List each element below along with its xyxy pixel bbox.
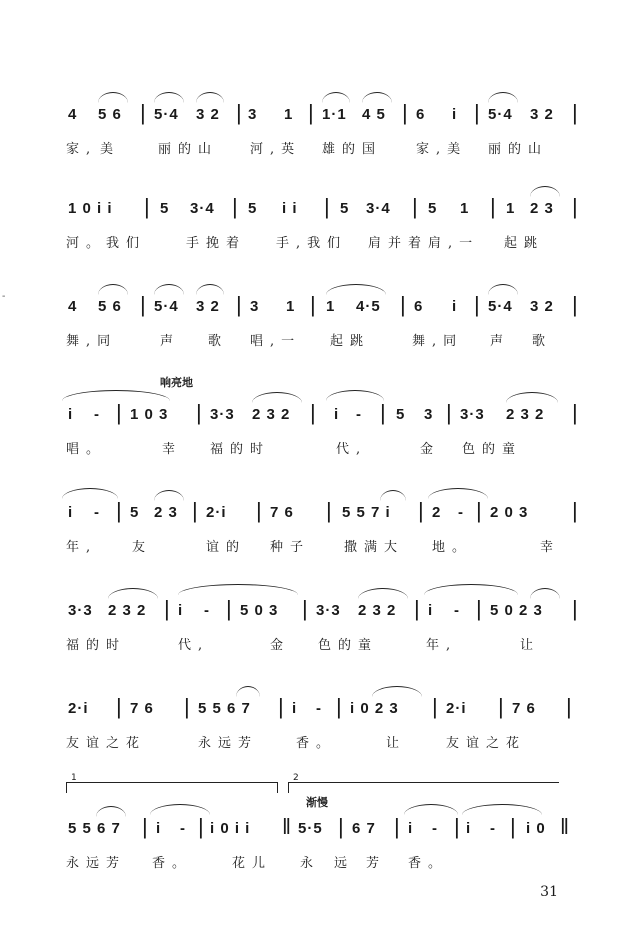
barline: | (326, 498, 333, 523)
note: 1 (460, 200, 470, 217)
note: 3 (250, 298, 260, 315)
barline: | (198, 814, 205, 839)
note: - (356, 406, 362, 423)
lyric: 起跳 (504, 236, 545, 251)
slur (326, 284, 386, 295)
note: 3·4 (366, 200, 391, 217)
note: 4·5 (356, 298, 381, 315)
lyric: 河。我们 (66, 236, 147, 251)
note: 6 7 (352, 820, 376, 837)
note: 4 5 (362, 106, 386, 123)
barline: | (572, 292, 579, 317)
lyric: 让 (520, 638, 541, 653)
lyric: 手,我们 (276, 236, 348, 251)
lyric: 香。 (408, 856, 449, 871)
slur (380, 490, 406, 501)
lyric: 家, (66, 142, 98, 157)
lyric: 种子 (270, 540, 311, 555)
slur (372, 686, 422, 697)
barline: | (324, 194, 331, 219)
note: 2·i (206, 504, 227, 521)
note: 2 3 2 (252, 406, 291, 423)
note: i (408, 820, 414, 837)
note: 1 (286, 298, 296, 315)
slur (108, 588, 158, 599)
barline: | (336, 694, 343, 719)
slur (530, 588, 560, 599)
barline: | (476, 498, 483, 523)
slur (322, 92, 350, 103)
barline: | (338, 814, 345, 839)
note: 5 0 3 (240, 602, 279, 619)
slur (404, 804, 458, 815)
lyric: 友谊之花 (446, 736, 527, 751)
note: 5 (248, 200, 258, 217)
lyrics-row (0, 330, 640, 360)
slur (154, 92, 184, 103)
note: 2 3 2 (506, 406, 545, 423)
note: 3 (424, 406, 434, 423)
note: 3·3 (460, 406, 485, 423)
note: - (490, 820, 496, 837)
slur (150, 804, 210, 815)
note: - (316, 700, 322, 717)
note: 1 (326, 298, 336, 315)
lyric: 年, (66, 540, 98, 555)
lyric: 永远芳 (198, 736, 259, 751)
barline: | (116, 694, 123, 719)
lyric: 金 (420, 442, 441, 457)
lyric: 让 (386, 736, 407, 751)
lyric: 福的时 (66, 638, 127, 653)
note: - (180, 820, 186, 837)
slur (362, 92, 392, 103)
lyric: 雄的国 (322, 142, 383, 157)
lyrics-row (0, 852, 640, 882)
lyric: 芳 (366, 856, 387, 871)
barline: | (184, 694, 191, 719)
expression-mark: 渐慢 (306, 796, 328, 809)
slur (488, 284, 518, 295)
lyrics-row (0, 634, 640, 664)
lyric: 年, (426, 638, 458, 653)
barline: | (308, 100, 315, 125)
barline: | (446, 400, 453, 425)
barline: | (236, 100, 243, 125)
note: i (452, 298, 458, 315)
barline: | (566, 694, 573, 719)
barline: | (402, 100, 409, 125)
slur (462, 804, 542, 815)
lyric: 美 (100, 142, 121, 157)
lyric: 永 (300, 856, 321, 871)
lyric: 友谊之花 (66, 736, 147, 751)
lyrics-row (0, 138, 640, 168)
barline: | (226, 596, 233, 621)
note: 5·4 (154, 106, 179, 123)
note: i (178, 602, 184, 619)
lyric: 撒满大 (344, 540, 405, 555)
note: 5 (340, 200, 350, 217)
barline: | (196, 400, 203, 425)
slur (326, 390, 384, 401)
lyric: 花儿 (232, 856, 273, 871)
barline: | (572, 400, 579, 425)
note: i 0 2 3 (350, 700, 399, 717)
barline: | (310, 292, 317, 317)
note: 4 (68, 106, 78, 123)
note: 1·1 (322, 106, 347, 123)
slur (488, 92, 518, 103)
lyric: 幸 (162, 442, 183, 457)
note: 6 (416, 106, 426, 123)
lyric: 丽的山 (488, 142, 549, 157)
lyric: 声 (490, 334, 511, 349)
note: 3·3 (316, 602, 341, 619)
lyric: 声 (160, 334, 181, 349)
note: - (432, 820, 438, 837)
barline: | (572, 498, 579, 523)
slur (530, 186, 560, 197)
note: - (458, 504, 464, 521)
note: 5 (160, 200, 170, 217)
note: i 0 i i (210, 820, 251, 837)
barline: | (414, 596, 421, 621)
lyrics-row (0, 438, 640, 468)
slur (154, 284, 184, 295)
note: 2 3 2 (108, 602, 147, 619)
note: 2 3 2 (358, 602, 397, 619)
lyric: 手挽着 (186, 236, 247, 251)
barline: | (418, 498, 425, 523)
slur (98, 92, 128, 103)
note: 3·3 (68, 602, 93, 619)
barline: | (400, 292, 407, 317)
note: 4 (68, 298, 78, 315)
lyric: 香。 (152, 856, 193, 871)
slur (236, 686, 260, 697)
lyric: 地。 (432, 540, 473, 555)
note: 5 (428, 200, 438, 217)
expression-mark: 响亮地 (160, 376, 193, 389)
note: 3 2 (196, 298, 220, 315)
lyric: 起跳 (330, 334, 371, 349)
note: 5·4 (488, 106, 513, 123)
slur (196, 92, 224, 103)
lyric: 歌 (532, 334, 553, 349)
notes-row (0, 98, 640, 128)
lyric: 福的时 (210, 442, 271, 457)
note: 2·i (446, 700, 467, 717)
note: 2 (432, 504, 442, 521)
slur (98, 284, 128, 295)
note: i (334, 406, 340, 423)
note: 5 (130, 504, 140, 521)
barline: | (302, 596, 309, 621)
barline: | (278, 694, 285, 719)
barline: | (474, 100, 481, 125)
note: i (156, 820, 162, 837)
note: - (94, 504, 100, 521)
lyrics-row (0, 232, 640, 262)
note: 7 6 (270, 504, 294, 521)
note: 2 0 3 (490, 504, 529, 521)
barline: | (140, 292, 147, 317)
lyric: 舞,同 (412, 334, 464, 349)
lyric: 唱,一 (250, 334, 302, 349)
lyric: 色的童 (462, 442, 523, 457)
note: 5 5 6 7 (198, 700, 251, 717)
note: i (292, 700, 298, 717)
barline: | (510, 814, 517, 839)
slur (252, 392, 302, 403)
lyric: 代, (336, 442, 368, 457)
lyric: 远 (334, 856, 355, 871)
note: 3 2 (530, 298, 554, 315)
notes-row (0, 692, 640, 722)
barline: | (310, 400, 317, 425)
note: 5·5 (298, 820, 323, 837)
note: 3 2 (196, 106, 220, 123)
barline: | (140, 100, 147, 125)
barline: | (490, 194, 497, 219)
barline: | (256, 498, 263, 523)
note: 3·3 (210, 406, 235, 423)
barline: | (474, 292, 481, 317)
note: 1 0 i i (68, 200, 113, 217)
note: 5 0 2 3 (490, 602, 543, 619)
volta-bracket-2: 2 (288, 782, 559, 793)
lyric: 舞,同 (66, 334, 118, 349)
note: 7 6 (512, 700, 536, 717)
barline: | (116, 498, 123, 523)
note: i i (282, 200, 298, 217)
note: 5 6 (98, 106, 122, 123)
note: 6 (414, 298, 424, 315)
note: 3 2 (530, 106, 554, 123)
lyric: 金 (270, 638, 291, 653)
barline: | (116, 400, 123, 425)
note: 7 6 (130, 700, 154, 717)
lyric: 肩并着 (368, 236, 429, 251)
lyric: 家,美 (416, 142, 468, 157)
note: 1 (506, 200, 516, 217)
barline: ‖ (560, 814, 571, 839)
slur (154, 490, 184, 501)
barline: | (142, 814, 149, 839)
barline: | (412, 194, 419, 219)
lyric: 幸 (540, 540, 561, 555)
note: 2 3 (154, 504, 178, 521)
slur (428, 488, 488, 499)
note: 3 (248, 106, 258, 123)
note: 2 3 (530, 200, 554, 217)
slur (196, 284, 224, 295)
lyric: 肩,一 (428, 236, 480, 251)
barline: | (192, 498, 199, 523)
barline: | (164, 596, 171, 621)
margin-mark: - (2, 291, 6, 302)
barline: | (476, 596, 483, 621)
note: i (68, 504, 74, 521)
note: i (452, 106, 458, 123)
note: 5 5 6 7 (68, 820, 121, 837)
barline: | (236, 292, 243, 317)
slur (62, 488, 118, 499)
note: i 0 (526, 820, 546, 837)
slur (424, 584, 518, 595)
note: 5 5 7 i (342, 504, 391, 521)
lyric: 谊的 (206, 540, 247, 555)
note: - (454, 602, 460, 619)
notes-row (0, 496, 640, 526)
slur (178, 584, 298, 595)
barline: | (144, 194, 151, 219)
note: 5 (396, 406, 406, 423)
lyric: 香。 (296, 736, 337, 751)
note: - (204, 602, 210, 619)
barline: | (380, 400, 387, 425)
note: i (466, 820, 472, 837)
note: 5·4 (488, 298, 513, 315)
barline: ‖ (282, 814, 293, 839)
lyric: 唱。 (66, 442, 107, 457)
slur (506, 392, 558, 403)
lyric: 永远芳 (66, 856, 127, 871)
note: 1 (284, 106, 294, 123)
note: 1 0 3 (130, 406, 169, 423)
slur (358, 588, 408, 599)
note: 5 6 (98, 298, 122, 315)
lyric: 色的童 (318, 638, 379, 653)
barline: | (572, 194, 579, 219)
lyrics-row (0, 536, 640, 566)
barline: | (572, 100, 579, 125)
slur (62, 390, 170, 401)
note: i (428, 602, 434, 619)
note: 2·i (68, 700, 89, 717)
slur (96, 806, 126, 817)
lyric: 代, (178, 638, 210, 653)
barline: | (432, 694, 439, 719)
lyric: 丽的山 (158, 142, 219, 157)
note: i (68, 406, 74, 423)
lyrics-row (0, 732, 640, 762)
notes-row (0, 290, 640, 320)
note: 3·4 (190, 200, 215, 217)
lyric: 友 (132, 540, 153, 555)
barline: | (454, 814, 461, 839)
note: - (94, 406, 100, 423)
note: 5·4 (154, 298, 179, 315)
lyric: 河,英 (250, 142, 302, 157)
barline: | (572, 596, 579, 621)
page-number: 31 (540, 884, 558, 900)
barline: | (232, 194, 239, 219)
lyric: 歌 (208, 334, 229, 349)
volta-bracket-1: 1 (66, 782, 278, 793)
barline: | (394, 814, 401, 839)
barline: | (498, 694, 505, 719)
